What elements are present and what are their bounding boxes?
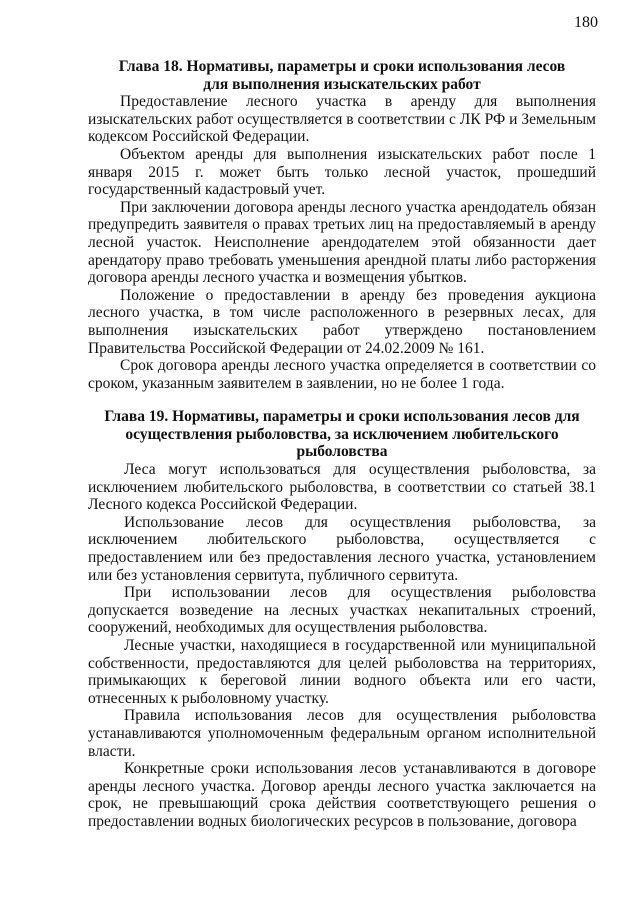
chapter-18-paragraph-2: Объектом аренды для выполнения изыскательских работ после 1 января 2015 г. может быть только лесной участок, прошедший государственный кадастровый учет. bbox=[88, 145, 596, 199]
chapter-18-title-line-1: Глава 18. Нормативы, параметры и сроки использования лесов bbox=[118, 58, 566, 75]
chapter-19-title-line-1: Глава 19. Нормативы, параметры и сроки использования лесов для bbox=[104, 408, 580, 426]
chapter-18-paragraph-5: Срок договора аренды лесного участка определяется в соответствии со сроком, указанным заявителем в заявлении, но не более 1 года. bbox=[88, 357, 596, 392]
page-content bbox=[88, 58, 596, 831]
chapter-18-paragraph-1: Предоставление лесного участка в аренду для выполнения изыскательских работ осуществляется в соответствии с ЛК РФ и Земельным кодексом Российской Федерации. bbox=[88, 93, 596, 146]
chapter-19-paragraph-3: При использовании лесов для осуществления рыболовства допускается возведение на лесных участках некапитальных строений, сооружений, необходимых для осуществления рыболовства. bbox=[88, 584, 596, 637]
chapter-19-paragraph-5: Правила использования лесов для осуществления рыболовства устанавливаются уполномоченным федеральным органом исполнительной власти. bbox=[88, 707, 596, 760]
chapter-18-title bbox=[88, 58, 596, 93]
chapter-19-paragraph-4: Лесные участки, находящиеся в государственной или муниципальной собственности, предоставляются для целей рыболовства на территориях, примыкающих к береговой линии водного объекта или его части, отнесенных к рыболовному участку. bbox=[88, 637, 596, 707]
chapter-19-title-line-3: рыболовства bbox=[296, 443, 388, 461]
chapter-18-paragraph-3: При заключении договора аренды лесного участка арендодатель обязан предупредить заявителя о правах третьих лиц на предоставляемый в аренду лесной участок. Неисполнение арендодателем этой обязанности дает арендатору право требовать уменьшения арендной платы либо расторжения договора аренды лесного участка и возмещения убытков. bbox=[88, 198, 596, 287]
chapter-19-paragraph-1: Леса могут использоваться для осуществления рыболовства, за исключением любительского рыболовства, в соответствии со статьей 38.1 Лесного кодекса Российской Федерации. bbox=[88, 461, 596, 514]
chapter-19-paragraph-2: Использование лесов для осуществления рыболовства, за исключением любительского рыболовства, осуществляется с предоставлением или без предоставления лесного участка, установлением или без установления сервитута, публичного сервитута. bbox=[88, 513, 596, 584]
chapter-19-paragraph-6: Конкретные сроки использования лесов устанавливаются в договоре аренды лесного участка. Договор аренды лесного участка заключается на срок, не превышающий срока действия соответствующего решения о предоставлении водных биологических ресурсов в пользование, договора bbox=[88, 760, 596, 830]
chapter-19-title-line-2: осуществления рыболовства, за исключением любительского bbox=[125, 425, 559, 443]
chapter-18-paragraph-4: Положение о предоставлении в аренду без проведения аукциона лесного участка, в том числе расположенного в резервных лесах, для выполнения изыскательских работ утверждено постановлением Правительства Российской Федерации от 24.02.2009 № 161. bbox=[88, 286, 596, 357]
chapter-18-title-line-2: для выполнения изыскательских работ bbox=[203, 75, 481, 93]
chapter-19-title bbox=[88, 408, 596, 461]
page-number: 180 bbox=[574, 14, 598, 31]
